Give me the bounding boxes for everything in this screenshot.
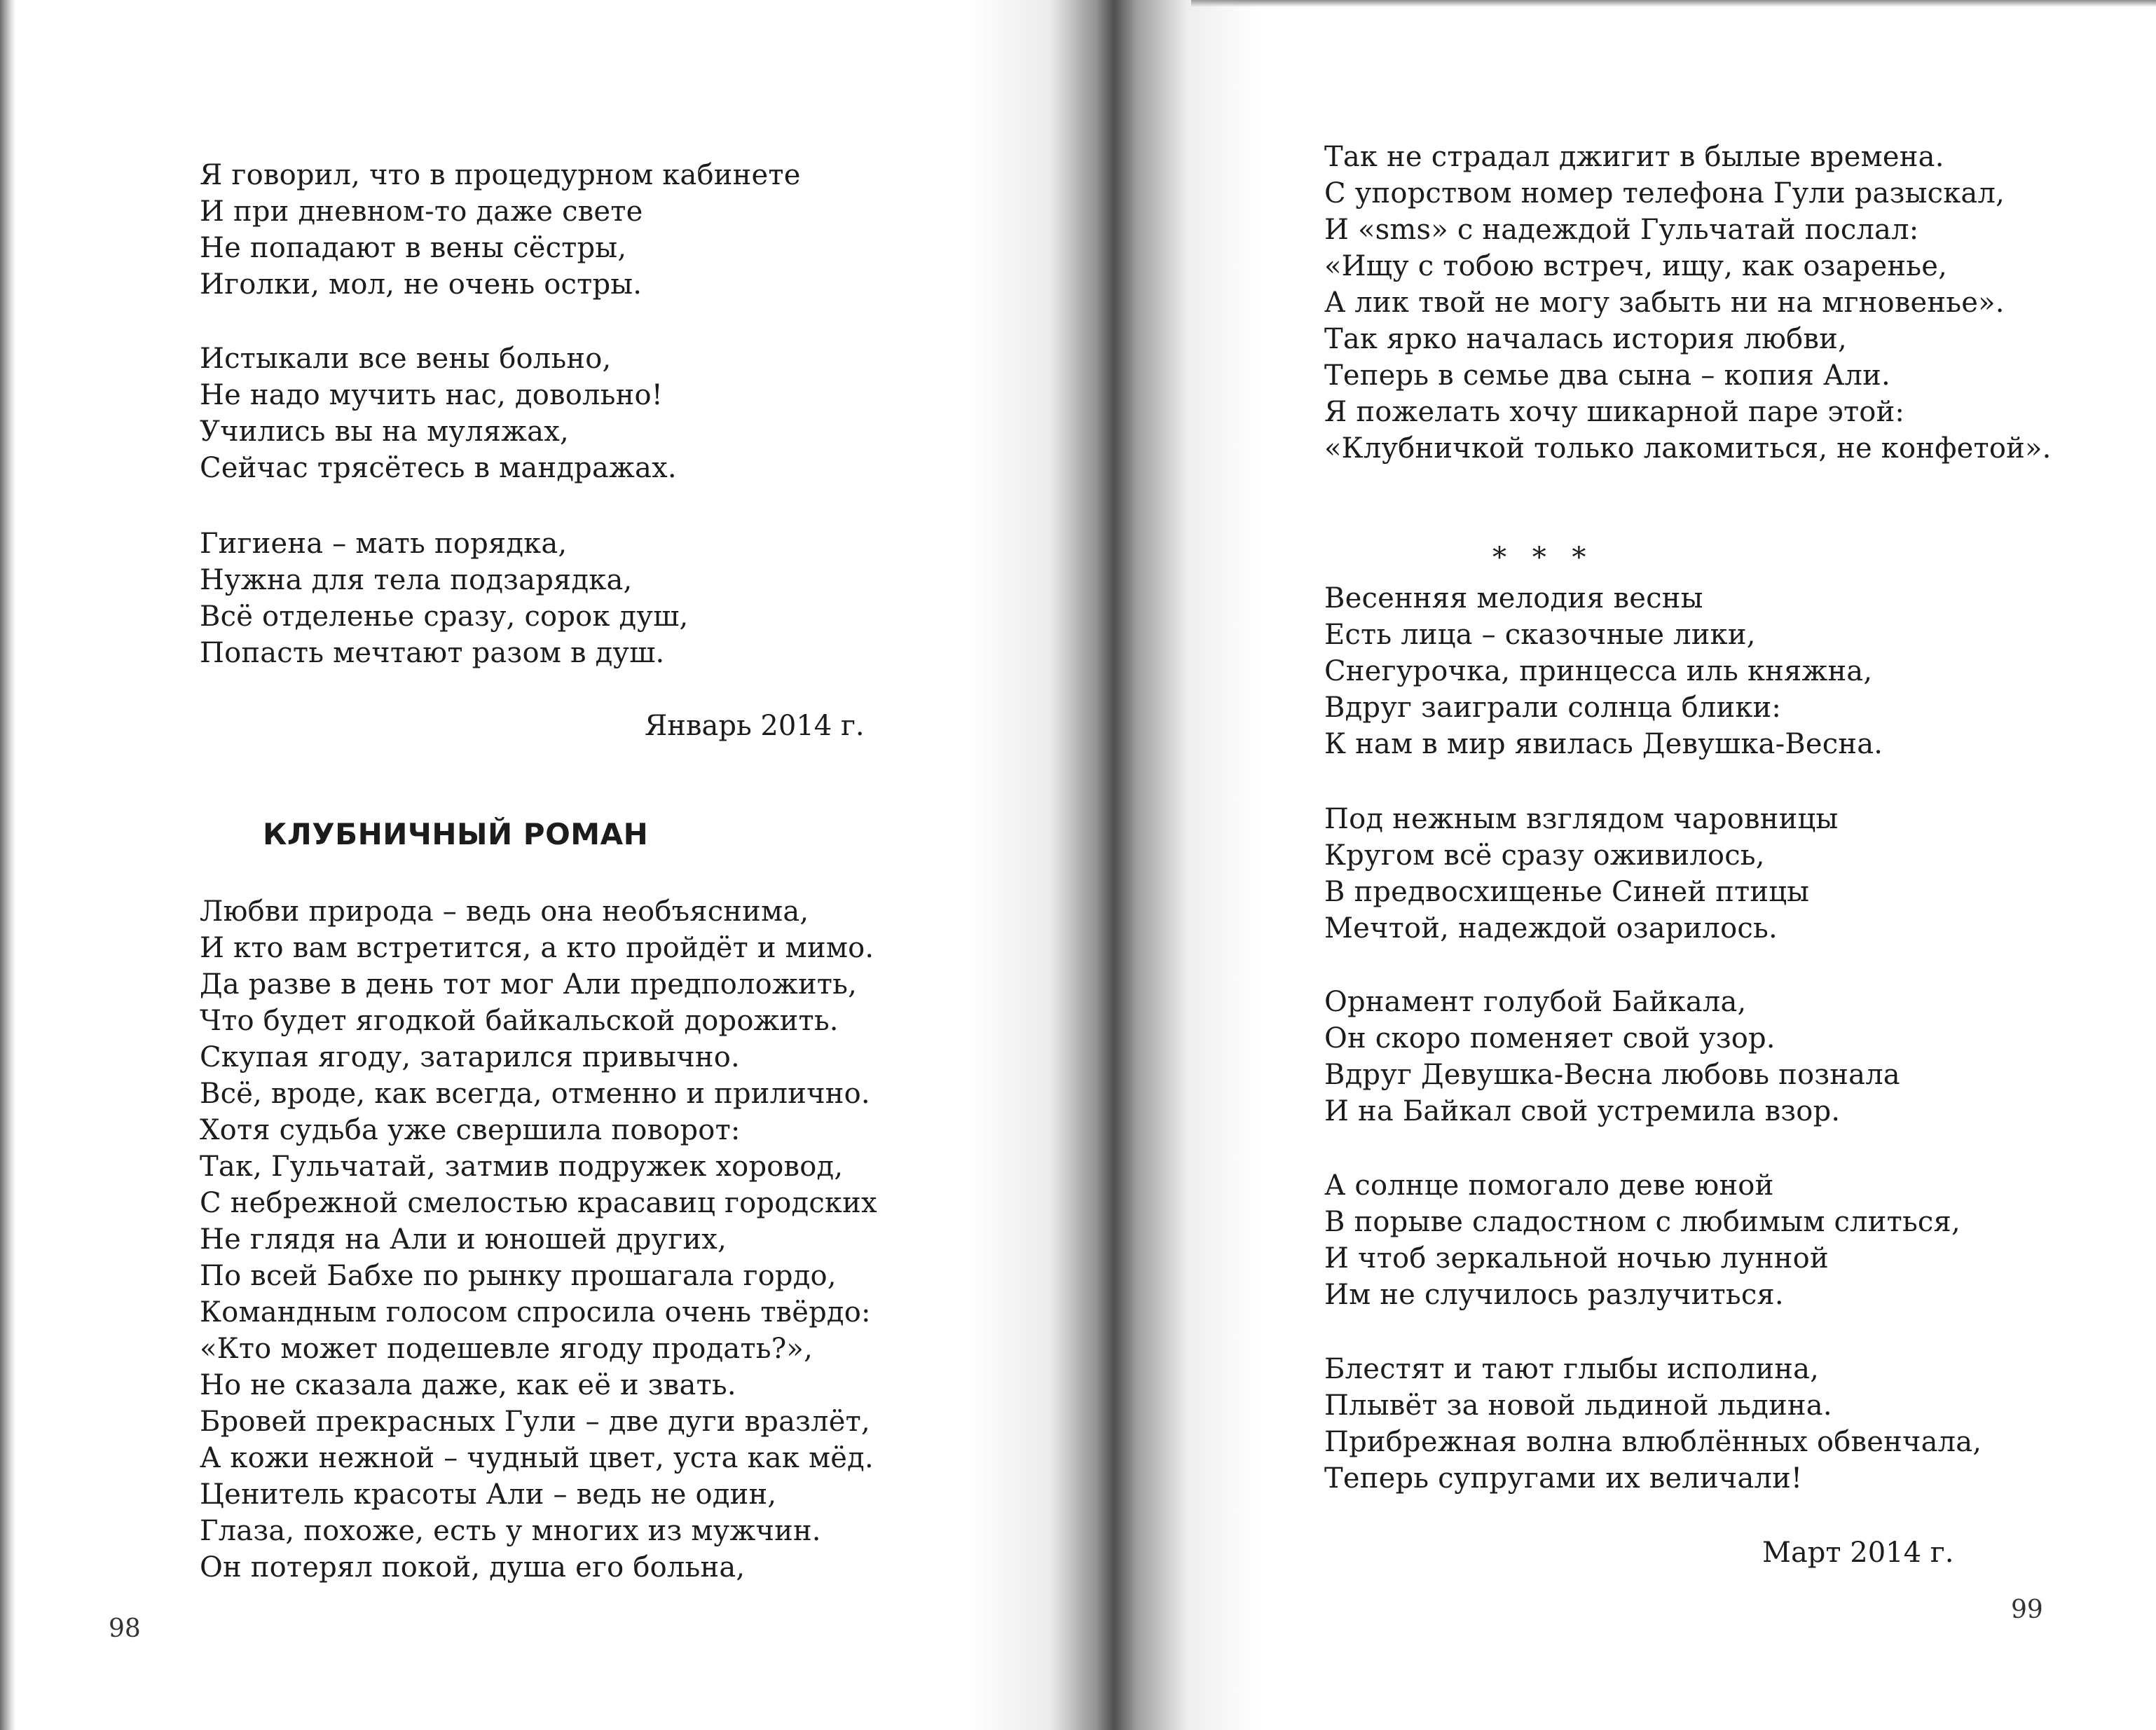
poem-line: Учились вы на муляжах, [200, 416, 569, 448]
poem-line: Плывёт за новой льдиной льдина. [1324, 1389, 1832, 1422]
poem-line: Весенняя мелодия весны [1324, 582, 1703, 615]
poem-line: Снегурочка, принцесса иль княжна, [1324, 655, 1873, 687]
poem-line: И кто вам встретится, а кто пройдёт и мимо. [200, 932, 874, 964]
poem-line: Я говорил, что в процедурном кабинете [200, 159, 801, 191]
poem-line: Попасть мечтают разом в душ. [200, 637, 665, 669]
poem-line: Но не сказала даже, как её и звать. [200, 1369, 736, 1401]
poem-line: Бровей прекрасных Гули – две дуги вразлёт, [200, 1406, 870, 1438]
poem-line: «Клубничкой только лакомиться, не конфетой». [1324, 432, 2052, 465]
poem-line: Всё, вроде, как всегда, отменно и прилично. [200, 1078, 870, 1110]
poem-line: А кожи нежной – чудный цвет, уста как мёд. [200, 1442, 874, 1474]
right-page [1191, 0, 2156, 1730]
poem-line: Им не случилось разлучиться. [1324, 1279, 1784, 1311]
poem-line: Глаза, похоже, есть у многих из мужчин. [200, 1515, 821, 1547]
poem-line: Теперь супругами их величали! [1324, 1462, 1803, 1495]
poem-line: По всей Бабхе по рынку прошагала гордо, [200, 1260, 837, 1292]
poem-line: Есть лица – сказочные лики, [1324, 619, 1756, 651]
poem-line: Кругом всё сразу оживилось, [1324, 839, 1765, 872]
poem-line: И «sms» с надеждой Гульчатай послал: [1324, 214, 1919, 246]
left-page [0, 0, 1051, 1730]
poem-line: Иголки, мол, не очень остры. [200, 268, 643, 301]
poem-title: КЛУБНИЧНЫЙ РОМАН [263, 817, 649, 851]
poem-line: И чтоб зеркальной ночью лунной [1324, 1242, 1829, 1275]
poem-line: Сейчас трясётесь в мандражах. [200, 452, 677, 484]
poem-line: И при дневном-то даже свете [200, 195, 643, 228]
poem-date: Январь 2014 г. [645, 710, 865, 742]
poem-line: «Ищу с тобою встреч, ищу, как озаренье, [1324, 250, 1948, 282]
poem-line: Командным голосом спросила очень твёрдо: [200, 1296, 871, 1329]
poem-line: И на Байкал свой устремила взор. [1324, 1095, 1841, 1127]
poem-line: Не глядя на Али и юношей других, [200, 1223, 727, 1256]
poem-line: Мечтой, надеждой озарилось. [1324, 912, 1778, 945]
poem-line: Теперь в семье два сына – копия Али. [1324, 359, 1890, 392]
poem-line: Вдруг заиграли солнца блики: [1324, 692, 1782, 724]
section-separator: * * * [1492, 542, 1595, 574]
poem-line: Прибрежная волна влюблённых обвенчала, [1324, 1426, 1982, 1458]
poem-line: Что будет ягодкой байкальской дорожить. [200, 1005, 839, 1037]
poem-line: С небрежной смелостью красавиц городских [200, 1187, 877, 1219]
poem-line: Орнамент голубой Байкала, [1324, 986, 1747, 1018]
page-number: 99 [2011, 1595, 2043, 1624]
poem-line: А лик твой не могу забыть ни на мгновенье». [1324, 287, 2005, 319]
poem-line: Гигиена – мать порядка, [200, 528, 568, 560]
poem-line: Он потерял покой, душа его больна, [200, 1551, 746, 1584]
poem-line: А солнце помогало деве юной [1324, 1169, 1774, 1202]
poem-line: Он скоро поменяет свой узор. [1324, 1022, 1776, 1055]
poem-line: «Кто может подешевле ягоду продать?», [200, 1333, 813, 1365]
poem-line: Так ярко началась история любви, [1324, 323, 1847, 355]
poem-line: Блестят и тают глыбы исполина, [1324, 1353, 1820, 1385]
poem-line: Да разве в день тот мог Али предположить, [200, 968, 858, 1001]
poem-line: В порыве сладостном с любимым слиться, [1324, 1206, 1961, 1238]
poem-line: Любви природа – ведь она необъяснима, [200, 895, 809, 928]
poem-line: В предвосхищенье Синей птицы [1324, 876, 1810, 908]
poem-line: Не попадают в вены сёстры, [200, 232, 627, 264]
poem-line: Скупая ягоду, затарился привычно. [200, 1041, 740, 1073]
poem-date: Март 2014 г. [1762, 1537, 1954, 1569]
poem-line: К нам в мир явилась Девушка-Весна. [1324, 728, 1883, 760]
poem-line: Истыкали все вены больно, [200, 343, 612, 375]
page-number: 98 [109, 1614, 141, 1643]
poem-line: Не надо мучить нас, довольно! [200, 379, 664, 411]
poem-line: Нужна для тела подзарядка, [200, 564, 633, 596]
poem-line: Я пожелать хочу шикарной паре этой: [1324, 396, 1905, 428]
poem-line: Так не страдал джигит в былые времена. [1324, 141, 1944, 173]
poem-line: Хотя судьба уже свершила поворот: [200, 1114, 741, 1146]
poem-line: Ценитель красоты Али – ведь не один, [200, 1478, 777, 1511]
poem-line: Так, Гульчатай, затмив подружек хоровод, [200, 1151, 844, 1183]
poem-line: Всё отделенье сразу, сорок душ, [200, 600, 689, 633]
poem-line: С упорством номер телефона Гули разыскал, [1324, 177, 2005, 210]
poem-line: Вдруг Девушка-Весна любовь познала [1324, 1059, 1900, 1091]
poem-line: Под нежным взглядом чаровницы [1324, 803, 1839, 835]
